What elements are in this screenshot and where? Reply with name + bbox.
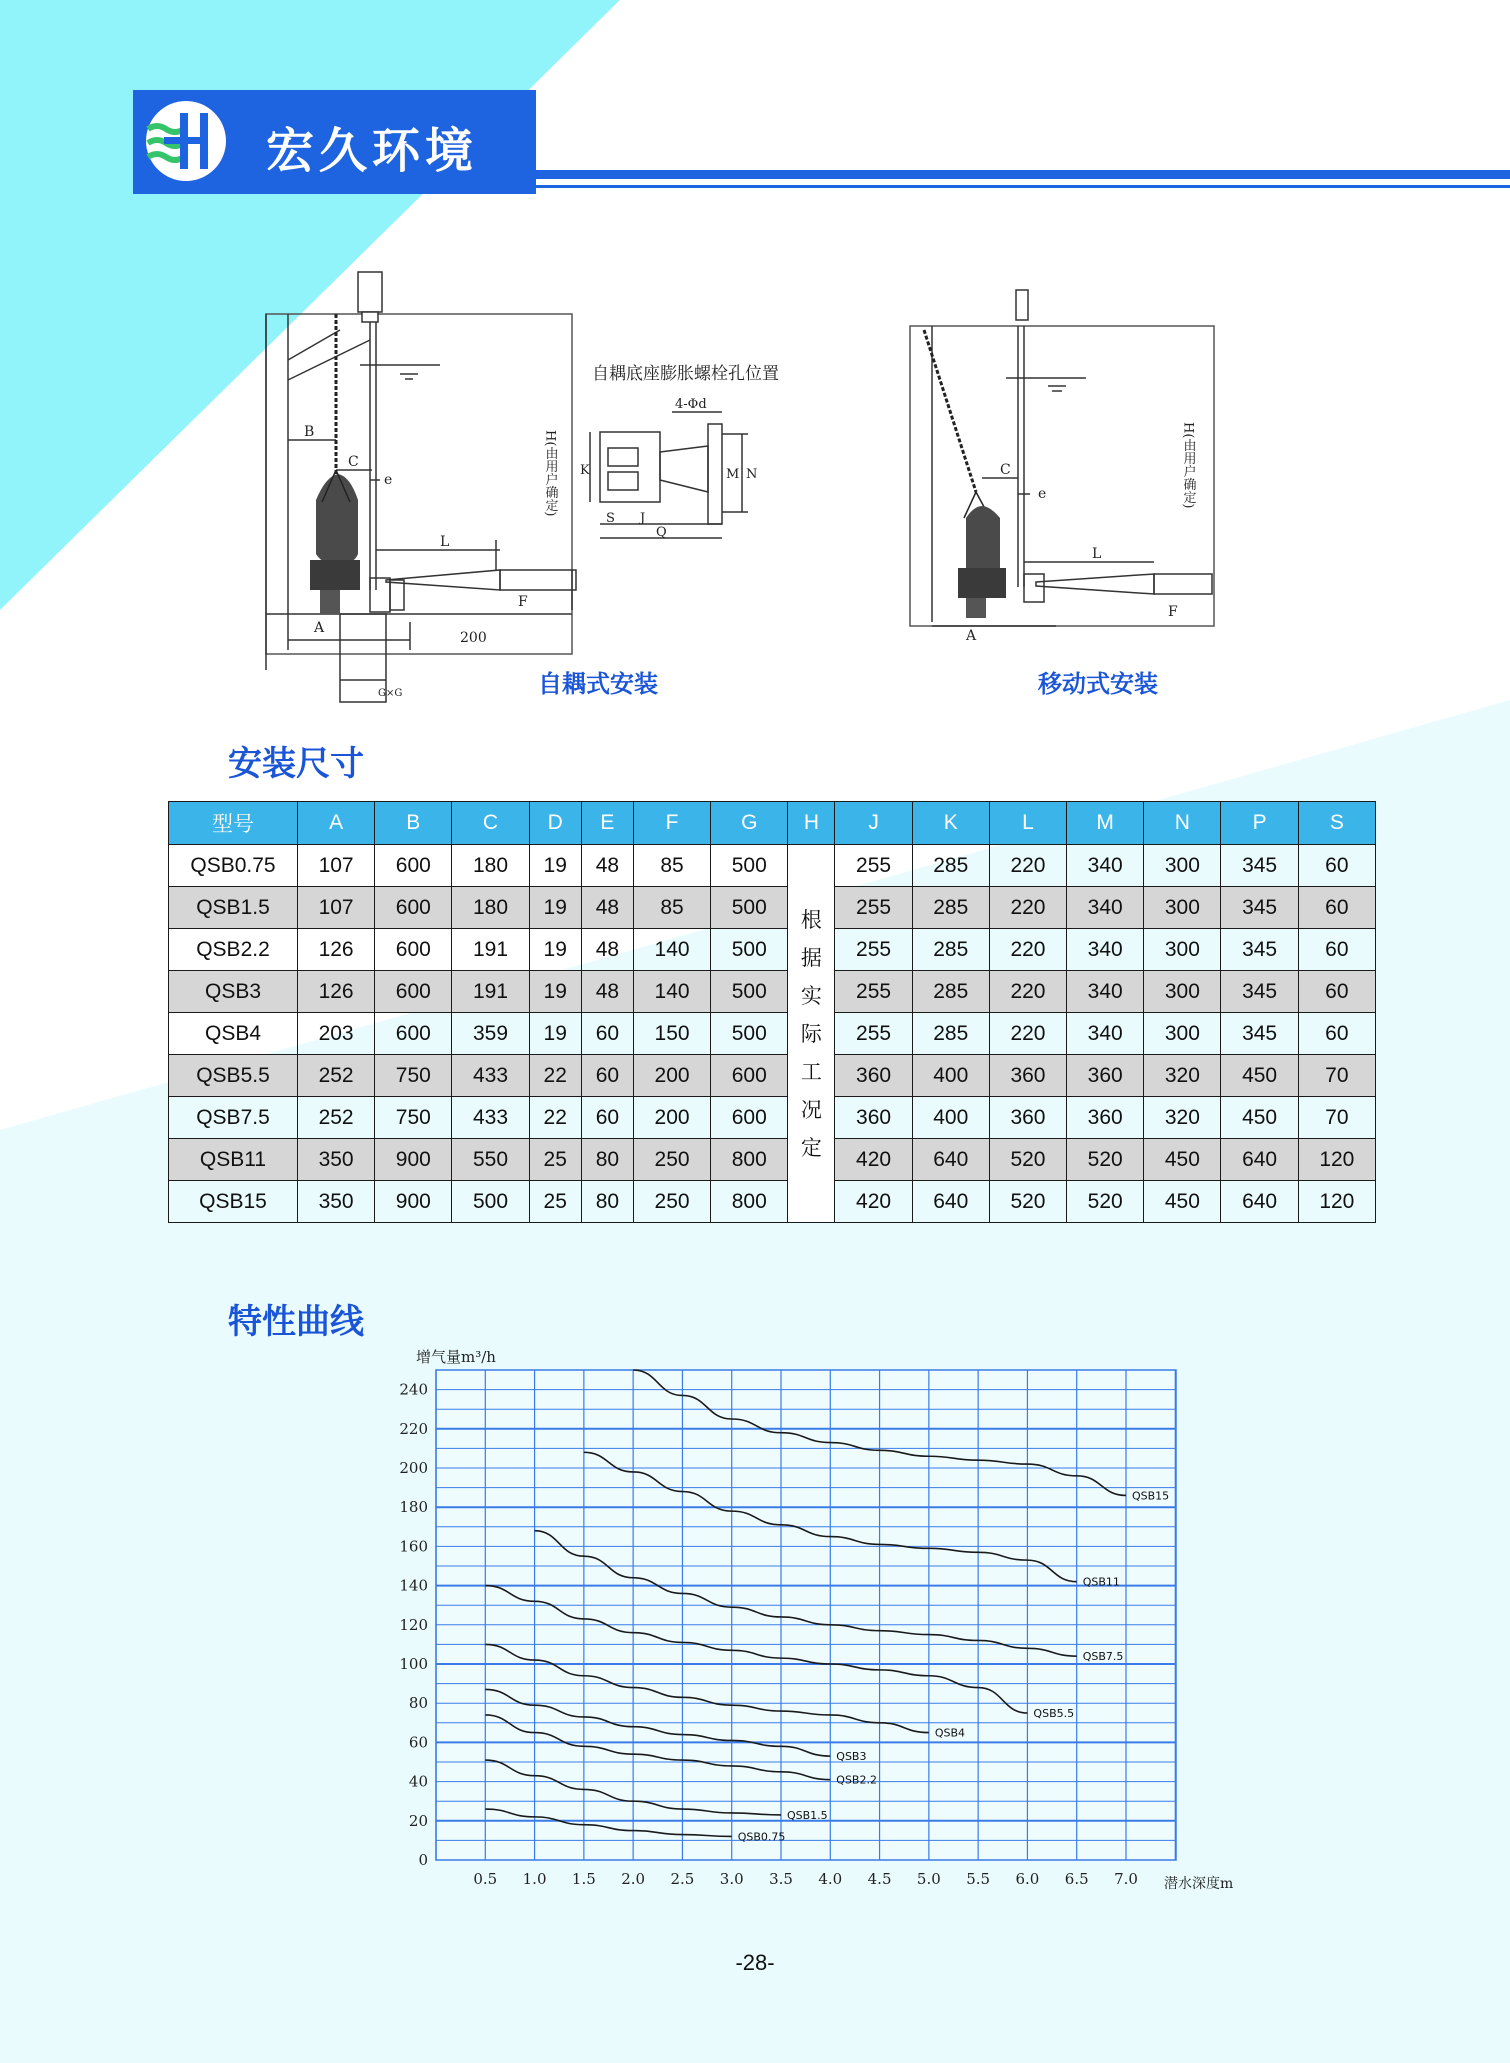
cell-c: 180 xyxy=(452,845,529,887)
h-note-char: 定 xyxy=(800,1135,822,1160)
cell-model: QSB1.5 xyxy=(169,887,298,929)
cell-a: 126 xyxy=(298,929,375,971)
cell-b: 600 xyxy=(375,971,452,1013)
cell-c: 433 xyxy=(452,1097,529,1139)
x-tick-label: 1.5 xyxy=(571,1870,596,1888)
cell-n: 300 xyxy=(1144,1013,1221,1055)
h-note-char: 况 xyxy=(800,1097,822,1122)
y-tick-label: 160 xyxy=(399,1537,428,1556)
h-note-char: 实 xyxy=(800,983,822,1008)
column-header-model: 型号 xyxy=(169,802,298,845)
x-tick-label: 6.5 xyxy=(1064,1870,1089,1888)
cell-d: 19 xyxy=(529,929,581,971)
install-dimensions-title: 安装尺寸 xyxy=(228,744,364,784)
table-header-row xyxy=(169,802,1376,845)
cell-k: 400 xyxy=(912,1097,989,1139)
x-tick-label: 3.0 xyxy=(719,1870,744,1888)
cell-f: 200 xyxy=(633,1055,710,1097)
y-tick-label: 220 xyxy=(399,1419,428,1438)
cell-a: 107 xyxy=(298,887,375,929)
cell-a: 107 xyxy=(298,845,375,887)
cell-m: 520 xyxy=(1067,1139,1144,1181)
y-tick-label: 60 xyxy=(408,1733,428,1752)
cell-model: QSB15 xyxy=(169,1181,298,1223)
cell-s: 60 xyxy=(1298,845,1375,887)
y-tick-label: 80 xyxy=(408,1694,428,1713)
cell-c: 180 xyxy=(452,887,529,929)
dim-label-gxg: G×G xyxy=(378,688,403,699)
cell-e: 48 xyxy=(581,845,633,887)
column-header-p: P xyxy=(1221,802,1298,845)
bolt-title: 自耦底座膨胀螺栓孔位置 xyxy=(592,364,779,384)
curve-label: QSB1.5 xyxy=(787,1808,828,1822)
dim-label-200: 200 xyxy=(460,630,487,646)
cell-s: 120 xyxy=(1298,1181,1375,1223)
cell-b: 600 xyxy=(375,845,452,887)
dim-label-e: e xyxy=(384,472,393,488)
cell-g: 800 xyxy=(711,1139,788,1181)
cell-c: 359 xyxy=(452,1013,529,1055)
cell-s: 60 xyxy=(1298,1013,1375,1055)
cell-e: 48 xyxy=(581,887,633,929)
x-tick-label: 5.0 xyxy=(916,1870,941,1888)
cell-j: 360 xyxy=(835,1055,912,1097)
y-axis-label: 增气量m³/h xyxy=(416,1348,496,1366)
cell-n: 450 xyxy=(1144,1181,1221,1223)
cell-j: 360 xyxy=(835,1097,912,1139)
column-header-n: N xyxy=(1144,802,1221,845)
cell-g: 500 xyxy=(711,929,788,971)
cell-model: QSB0.75 xyxy=(169,845,298,887)
dim-label-f: F xyxy=(518,594,528,610)
cell-f: 250 xyxy=(633,1139,710,1181)
cell-p: 345 xyxy=(1221,845,1298,887)
cell-f: 85 xyxy=(633,845,710,887)
table-row xyxy=(169,1139,1376,1181)
cell-b: 900 xyxy=(375,1139,452,1181)
cell-d: 25 xyxy=(529,1181,581,1223)
cell-d: 19 xyxy=(529,1013,581,1055)
brand-name: 宏久环境 xyxy=(266,123,479,179)
cell-d: 22 xyxy=(529,1055,581,1097)
cell-l: 220 xyxy=(989,887,1066,929)
plot-area xyxy=(436,1370,1176,1860)
cell-g: 500 xyxy=(711,1013,788,1055)
cell-e: 80 xyxy=(581,1181,633,1223)
column-header-b: B xyxy=(375,802,452,845)
cell-b: 600 xyxy=(375,1013,452,1055)
cell-e: 60 xyxy=(581,1013,633,1055)
cell-d: 22 xyxy=(529,1097,581,1139)
cell-p: 450 xyxy=(1221,1055,1298,1097)
dim-label-f-right: F xyxy=(1168,604,1178,620)
dim-label-s: S xyxy=(606,511,615,526)
cell-s: 60 xyxy=(1298,929,1375,971)
cell-n: 450 xyxy=(1144,1139,1221,1181)
cell-g: 500 xyxy=(711,971,788,1013)
cell-model: QSB3 xyxy=(169,971,298,1013)
x-tick-label: 4.5 xyxy=(867,1870,892,1888)
cell-c: 433 xyxy=(452,1055,529,1097)
dim-label-k: K xyxy=(580,463,590,478)
cell-l: 220 xyxy=(989,1013,1066,1055)
cell-s: 70 xyxy=(1298,1055,1375,1097)
x-tick-label: 5.5 xyxy=(966,1870,991,1888)
dim-label-n: N xyxy=(746,467,758,482)
header-rule-thick xyxy=(536,170,1510,179)
cell-model: QSB7.5 xyxy=(169,1097,298,1139)
cell-model: QSB5.5 xyxy=(169,1055,298,1097)
dim-label-height-left: H(由用户确定) xyxy=(542,430,558,517)
cell-s: 70 xyxy=(1298,1097,1375,1139)
cell-model: QSB2.2 xyxy=(169,929,298,971)
y-tick-label: 200 xyxy=(399,1459,428,1477)
h-note-char: 据 xyxy=(800,945,822,970)
cell-d: 25 xyxy=(529,1139,581,1181)
cell-a: 350 xyxy=(298,1181,375,1223)
x-tick-label: 7.0 xyxy=(1114,1870,1138,1888)
cell-p: 345 xyxy=(1221,1013,1298,1055)
y-tick-label: 0 xyxy=(418,1851,428,1869)
cell-m: 340 xyxy=(1067,1013,1144,1055)
logo-icon xyxy=(144,99,228,183)
cell-k: 285 xyxy=(912,845,989,887)
cell-d: 19 xyxy=(529,845,581,887)
cell-a: 350 xyxy=(298,1139,375,1181)
table-row xyxy=(169,1181,1376,1223)
cell-j: 420 xyxy=(835,1181,912,1223)
cell-c: 191 xyxy=(452,971,529,1013)
cell-h-note xyxy=(788,845,835,1223)
y-tick-label: 140 xyxy=(399,1576,428,1595)
x-tick-label: 4.0 xyxy=(818,1870,843,1888)
cell-m: 520 xyxy=(1067,1181,1144,1223)
column-header-a: A xyxy=(298,802,375,845)
cell-f: 200 xyxy=(633,1097,710,1139)
caption-auto-coupling: 自耦式安装 xyxy=(538,670,658,698)
cell-f: 150 xyxy=(633,1013,710,1055)
cell-e: 60 xyxy=(581,1055,633,1097)
install-dimensions-table xyxy=(168,801,1376,1223)
column-header-f: F xyxy=(633,802,710,845)
dim-label-j: J xyxy=(640,511,646,526)
table-row xyxy=(169,971,1376,1013)
cell-e: 80 xyxy=(581,1139,633,1181)
cell-n: 320 xyxy=(1144,1055,1221,1097)
h-note-char: 工 xyxy=(800,1059,822,1084)
cell-b: 750 xyxy=(375,1055,452,1097)
cell-b: 600 xyxy=(375,887,452,929)
table-row xyxy=(169,929,1376,971)
y-tick-label: 20 xyxy=(408,1811,428,1830)
cell-b: 600 xyxy=(375,929,452,971)
cell-p: 345 xyxy=(1221,929,1298,971)
table-row xyxy=(169,887,1376,929)
curve-label: QSB3 xyxy=(836,1750,867,1764)
x-tick-label: 3.5 xyxy=(769,1870,793,1888)
cell-g: 800 xyxy=(711,1181,788,1223)
cell-m: 340 xyxy=(1067,845,1144,887)
column-header-d: D xyxy=(529,802,581,845)
cell-k: 400 xyxy=(912,1055,989,1097)
caption-mobile: 移动式安装 xyxy=(1038,670,1158,698)
cell-f: 140 xyxy=(633,971,710,1013)
x-axis-label: 潜水深度m xyxy=(1164,1876,1234,1892)
cell-d: 19 xyxy=(529,971,581,1013)
dim-label-c: C xyxy=(348,454,359,470)
cell-p: 450 xyxy=(1221,1097,1298,1139)
y-tick-label: 240 xyxy=(399,1380,428,1399)
cell-e: 48 xyxy=(581,929,633,971)
column-header-k: K xyxy=(912,802,989,845)
cell-l: 360 xyxy=(989,1097,1066,1139)
cell-m: 360 xyxy=(1067,1055,1144,1097)
cell-k: 285 xyxy=(912,887,989,929)
cell-g: 600 xyxy=(711,1055,788,1097)
cell-k: 285 xyxy=(912,971,989,1013)
table-row xyxy=(169,845,1376,887)
h-note-char: 根 xyxy=(800,907,822,932)
cell-p: 345 xyxy=(1221,971,1298,1013)
cell-p: 640 xyxy=(1221,1139,1298,1181)
cell-s: 60 xyxy=(1298,971,1375,1013)
cell-a: 252 xyxy=(298,1097,375,1139)
cell-l: 360 xyxy=(989,1055,1066,1097)
cell-n: 300 xyxy=(1144,929,1221,971)
cell-d: 19 xyxy=(529,887,581,929)
cell-s: 60 xyxy=(1298,887,1375,929)
dim-label-m: M xyxy=(726,467,740,482)
cell-e: 48 xyxy=(581,971,633,1013)
cell-l: 520 xyxy=(989,1139,1066,1181)
y-tick-label: 100 xyxy=(399,1655,428,1673)
performance-curve-chart xyxy=(380,1340,1240,1900)
header-rule-thin xyxy=(536,185,1510,188)
cell-k: 640 xyxy=(912,1181,989,1223)
dim-label-l-right: L xyxy=(1092,546,1102,562)
cell-j: 255 xyxy=(835,887,912,929)
cell-m: 360 xyxy=(1067,1097,1144,1139)
cell-n: 300 xyxy=(1144,845,1221,887)
cell-g: 500 xyxy=(711,887,788,929)
cell-k: 285 xyxy=(912,929,989,971)
auto-coupling-diagram xyxy=(260,270,580,710)
cell-s: 120 xyxy=(1298,1139,1375,1181)
page-number: -28- xyxy=(735,1950,775,1975)
table-row xyxy=(169,1097,1376,1139)
cell-n: 300 xyxy=(1144,887,1221,929)
dim-label-l: L xyxy=(440,534,450,550)
cell-f: 250 xyxy=(633,1181,710,1223)
cell-m: 340 xyxy=(1067,887,1144,929)
column-header-m: M xyxy=(1067,802,1144,845)
column-header-e: E xyxy=(581,802,633,845)
cell-c: 550 xyxy=(452,1139,529,1181)
column-header-h: H xyxy=(788,802,835,845)
cell-m: 340 xyxy=(1067,929,1144,971)
column-header-j: J xyxy=(835,802,912,845)
column-header-l: L xyxy=(989,802,1066,845)
cell-j: 255 xyxy=(835,845,912,887)
table-row xyxy=(169,1013,1376,1055)
curve-label: QSB2.2 xyxy=(836,1773,877,1787)
cell-p: 345 xyxy=(1221,887,1298,929)
curves-title: 特性曲线 xyxy=(228,1302,364,1342)
curve-label: QSB5.5 xyxy=(1033,1707,1075,1720)
cell-l: 520 xyxy=(989,1181,1066,1223)
y-tick-label: 40 xyxy=(408,1772,428,1791)
cell-b: 900 xyxy=(375,1181,452,1223)
h-note-char: 际 xyxy=(800,1021,822,1046)
cell-p: 640 xyxy=(1221,1181,1298,1223)
curve-label: QSB11 xyxy=(1082,1575,1120,1589)
column-header-g: G xyxy=(711,802,788,845)
dim-label-height-right: H(由用户确定) xyxy=(1180,422,1196,509)
mobile-installation-diagram xyxy=(906,282,1226,662)
cell-a: 252 xyxy=(298,1055,375,1097)
cell-j: 255 xyxy=(835,929,912,971)
dim-label-e-right: e xyxy=(1038,486,1047,502)
cell-m: 340 xyxy=(1067,971,1144,1013)
curve-label: QSB7.5 xyxy=(1082,1650,1124,1664)
x-tick-label: 0.5 xyxy=(473,1870,498,1888)
cell-l: 220 xyxy=(989,929,1066,971)
column-header-s: S xyxy=(1298,802,1375,845)
column-header-c: C xyxy=(452,802,529,845)
curve-label: QSB0.75 xyxy=(737,1830,786,1844)
dim-label-b: B xyxy=(304,424,315,440)
cell-k: 640 xyxy=(912,1139,989,1181)
x-tick-label: 6.0 xyxy=(1015,1870,1040,1888)
cell-a: 126 xyxy=(298,971,375,1013)
dim-label-q: Q xyxy=(656,525,667,540)
cell-model: QSB11 xyxy=(169,1139,298,1181)
bolt-spec-label: 4-Φd xyxy=(675,397,707,412)
cell-model: QSB4 xyxy=(169,1013,298,1055)
x-tick-label: 2.5 xyxy=(670,1870,695,1888)
cell-f: 85 xyxy=(633,887,710,929)
cell-j: 255 xyxy=(835,971,912,1013)
cell-b: 750 xyxy=(375,1097,452,1139)
table-row xyxy=(169,1055,1376,1097)
cell-k: 285 xyxy=(912,1013,989,1055)
curve-label: QSB4 xyxy=(934,1726,966,1740)
cell-f: 140 xyxy=(633,929,710,971)
dim-label-a-right: A xyxy=(966,628,977,644)
cell-a: 203 xyxy=(298,1013,375,1055)
cell-c: 191 xyxy=(452,929,529,971)
x-tick-label: 1.0 xyxy=(522,1870,547,1888)
cell-n: 300 xyxy=(1144,971,1221,1013)
cell-c: 500 xyxy=(452,1181,529,1223)
cell-l: 220 xyxy=(989,845,1066,887)
cell-j: 420 xyxy=(835,1139,912,1181)
cell-g: 600 xyxy=(711,1097,788,1139)
cell-n: 320 xyxy=(1144,1097,1221,1139)
y-tick-label: 180 xyxy=(399,1498,428,1517)
x-tick-label: 2.0 xyxy=(621,1870,646,1888)
curve-label: QSB15 xyxy=(1132,1489,1170,1503)
y-tick-label: 120 xyxy=(399,1615,428,1634)
dim-label-a: A xyxy=(314,620,325,636)
cell-g: 500 xyxy=(711,845,788,887)
cell-j: 255 xyxy=(835,1013,912,1055)
dim-label-c-right: C xyxy=(1000,462,1011,478)
cell-l: 220 xyxy=(989,971,1066,1013)
cell-e: 60 xyxy=(581,1097,633,1139)
